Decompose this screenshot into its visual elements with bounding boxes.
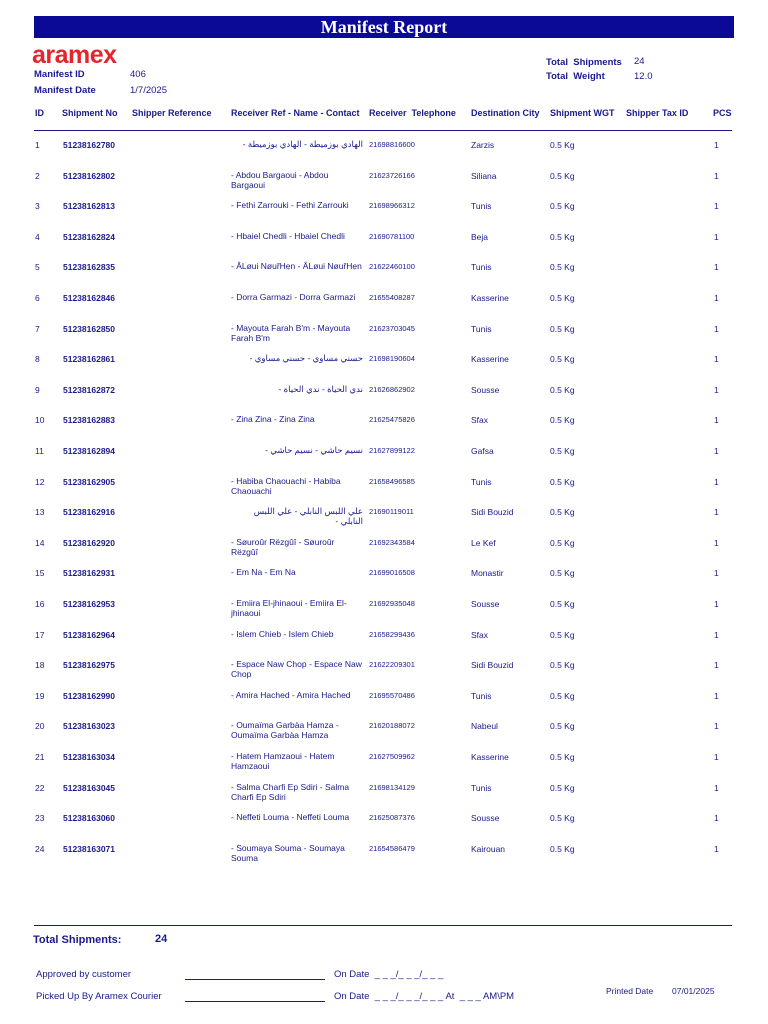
total-weight-label: Total Weight [546,71,605,82]
row-id: 24 [35,844,45,854]
row-weight: 0.5 Kg [550,324,575,334]
row-city: Kasserine [471,354,509,364]
row-id: 23 [35,813,45,823]
pickup-label: Picked Up By Aramex Courier [36,991,162,1002]
row-telephone: 21698190604 [369,354,415,363]
row-id: 17 [35,630,45,640]
row-receiver: - Neffeti Louma - Neffeti Louma [231,812,350,822]
row-receiver: حسني مساوي - حسني مساوي - [249,353,363,363]
col-header-telephone: Receiver Telephone [369,108,456,118]
row-pcs: 1 [714,262,719,272]
row-city: Tunis [471,324,492,334]
col-header-pcs: PCS [713,108,732,118]
row-shipment-no: 51238163060 [63,813,116,823]
row-telephone: 21692343584 [369,538,415,547]
row-weight: 0.5 Kg [550,446,575,456]
row-city: Tunis [471,783,492,793]
row-id: 11 [35,446,44,456]
row-shipment-no: 51238162824 [63,232,116,242]
row-pcs: 1 [714,293,719,303]
row-telephone: 21699016508 [369,568,415,577]
total-shipments-label: Total Shipments [546,57,622,68]
row-city: Tunis [471,691,492,701]
row-pcs: 1 [714,324,719,334]
row-city: Tunis [471,477,492,487]
row-weight: 0.5 Kg [550,568,575,578]
row-telephone: 21654586479 [369,844,415,853]
row-telephone: 21625087376 [369,813,415,822]
row-pcs: 1 [714,721,719,731]
row-id: 8 [35,354,40,364]
row-telephone: 21620188072 [369,721,415,730]
row-receiver: - Zina Zina - Zina Zina [231,414,315,424]
row-city: Kairouan [471,844,506,854]
row-telephone: 21698134129 [369,783,415,792]
row-weight: 0.5 Kg [550,385,575,395]
row-weight: 0.5 Kg [550,691,575,701]
row-telephone: 21626862902 [369,385,415,394]
row-receiver: - Fethi Zarrouki - Fethi Zarrouki [231,200,349,210]
row-telephone: 21658496585 [369,477,415,486]
row-weight: 0.5 Kg [550,844,575,854]
row-pcs: 1 [714,813,719,823]
col-header-city: Destination City [471,108,540,118]
row-weight: 0.5 Kg [550,415,575,425]
row-shipment-no: 51238162802 [63,171,116,181]
row-shipment-no: 51238162872 [63,385,116,395]
row-weight: 0.5 Kg [550,262,575,272]
row-weight: 0.5 Kg [550,507,575,517]
row-weight: 0.5 Kg [550,813,575,823]
row-telephone: 21690781100 [369,232,415,241]
row-weight: 0.5 Kg [550,783,575,793]
row-receiver: - Espace Naw Chop - Espace Naw Chop [231,659,362,679]
row-receiver: - Mayouta Farah B'm - Mayouta Farah B'm [231,323,351,343]
row-receiver: نسيم حاشي - نسيم حاشي - [265,445,363,455]
printed-date-value: 07/01/2025 [672,986,715,996]
row-shipment-no: 51238162894 [63,446,116,456]
row-telephone: 21698966312 [369,201,415,210]
row-id: 13 [35,507,45,517]
row-id: 22 [35,783,45,793]
row-city: Kasserine [471,293,509,303]
row-pcs: 1 [714,201,719,211]
row-receiver: - Hbaiel Chedli - Hbaiel Chedli [231,231,345,241]
row-city: Sousse [471,599,500,609]
row-weight: 0.5 Kg [550,599,575,609]
row-telephone: 21622209301 [369,660,415,669]
row-receiver: - Habiba Chaouachi - Habiba Chaouachi [231,476,341,496]
row-receiver: ندي الحياة - ندي الحياة - [278,384,363,394]
row-shipment-no: 51238163045 [63,783,116,793]
row-pcs: 1 [714,477,719,487]
printed-date-label: Printed Date [606,986,654,996]
row-weight: 0.5 Kg [550,201,575,211]
row-shipment-no: 51238162953 [63,599,116,609]
row-id: 2 [35,171,40,181]
footer-total-label: Total Shipments: [33,934,122,946]
row-pcs: 1 [714,783,719,793]
row-weight: 0.5 Kg [550,477,575,487]
report-title: Manifest Report [34,16,734,38]
row-city: Siliana [471,171,497,181]
row-pcs: 1 [714,568,719,578]
pickup-signature-line [185,1001,325,1002]
row-city: Sfax [471,415,489,425]
row-id: 21 [35,752,45,762]
row-receiver: - Islem Chieb - Islem Chieb [231,629,334,639]
row-receiver: الهادي بوزميطة - الهادي بوزميطة - [242,139,363,149]
row-city: Beja [471,232,489,242]
row-shipment-no: 51238162861 [63,354,116,364]
row-pcs: 1 [714,232,719,242]
row-telephone: 21623726166 [369,171,415,180]
row-id: 18 [35,660,45,670]
row-shipment-no: 51238162905 [63,477,116,487]
row-receiver: - Dorra Garmazi - Dorra Garmazi [231,292,356,302]
row-shipment-no: 51238162813 [63,201,116,211]
row-id: 20 [35,721,45,731]
row-telephone: 21627899122 [369,446,415,455]
row-weight: 0.5 Kg [550,630,575,640]
row-weight: 0.5 Kg [550,660,575,670]
row-shipment-no: 51238162846 [63,293,116,303]
row-shipment-no: 51238162975 [63,660,116,670]
row-receiver: - Hatem Hamzaoui - Hatem Hamzaoui [231,751,335,771]
col-header-shipper-ref: Shipper Reference [132,108,212,118]
row-telephone: 21622460100 [369,262,415,271]
pickup-on-date: On Date _ _ _/_ _ _/_ _ _ At _ _ _ AM\PM [334,991,515,1002]
row-id: 14 [35,538,45,548]
row-id: 5 [35,262,40,272]
total-shipments-value: 24 [634,56,645,67]
row-receiver: - Oumaïma Garbàa Hamza - Oumaïma Garbàa Hamza [231,720,339,740]
row-city: Nabeul [471,721,498,731]
row-shipment-no: 51238163071 [63,844,116,854]
row-telephone: 21698816600 [369,140,415,149]
row-shipment-no: 51238162850 [63,324,116,334]
col-header-id: ID [35,108,44,118]
row-id: 10 [35,415,45,425]
approved-on-date: On Date _ _ _/_ _ _/_ _ _ [334,969,444,980]
manifest-id-value: 406 [130,69,146,80]
row-pcs: 1 [714,538,719,548]
row-receiver: - Salma Charfi Ep Sdiri - Salma Charfi Ep Sdiri [231,782,350,802]
col-header-tax-id: Shipper Tax ID [626,108,689,118]
row-city: Sousse [471,813,500,823]
row-pcs: 1 [714,415,719,425]
row-city: Sousse [471,385,500,395]
row-pcs: 1 [714,844,719,854]
row-id: 1 [35,140,40,150]
approved-signature-line [185,979,325,980]
row-pcs: 1 [714,599,719,609]
row-shipment-no: 51238162920 [63,538,116,548]
row-shipment-no: 51238162931 [63,568,116,578]
col-header-receiver: Receiver Ref - Name - Contact [231,108,360,118]
footer-divider [34,925,732,926]
row-shipment-no: 51238163023 [63,721,116,731]
row-pcs: 1 [714,140,719,150]
row-receiver: علي اللبس النابلي - علي اللبس النابلي - [253,506,363,526]
row-receiver: - Abdou Bargaoui - Abdou Bargaoui [231,170,329,190]
row-receiver: - Amira Hached - Amira Hached [231,690,351,700]
approved-label: Approved by customer [36,969,132,980]
row-city: Sidi Bouzid [471,660,514,670]
row-pcs: 1 [714,171,719,181]
row-receiver: - ÂLøui NøuřHẹn - ÂLøui NøuřHẹn [231,261,362,271]
row-pcs: 1 [714,752,719,762]
row-weight: 0.5 Kg [550,354,575,364]
row-pcs: 1 [714,630,719,640]
row-pcs: 1 [714,354,719,364]
row-receiver: - Em Na - Em Na [231,567,296,577]
row-receiver: - Søuroûr Rëzgûî - Søuroûr Rëzgûî [231,537,335,557]
row-city: Le Kef [471,538,496,548]
footer-total-value: 24 [155,933,168,945]
row-weight: 0.5 Kg [550,721,575,731]
total-weight-value: 12.0 [634,71,653,82]
row-weight: 0.5 Kg [550,140,575,150]
manifest-date-label: Manifest Date [34,85,96,96]
row-id: 15 [35,568,45,578]
row-shipment-no: 51238162883 [63,415,116,425]
manifest-id-label: Manifest ID [34,69,85,80]
row-pcs: 1 [714,507,719,517]
row-telephone: 21627509962 [369,752,415,761]
row-id: 19 [35,691,45,701]
row-id: 3 [35,201,40,211]
row-city: Tunis [471,201,492,211]
row-city: Monastir [471,568,504,578]
row-shipment-no: 51238162916 [63,507,116,517]
row-city: Kasserine [471,752,509,762]
row-shipment-no: 51238162835 [63,262,116,272]
row-pcs: 1 [714,446,719,456]
manifest-date-value: 1/7/2025 [130,85,167,96]
row-id: 7 [35,324,40,334]
row-shipment-no: 51238162990 [63,691,116,701]
row-id: 4 [35,232,40,242]
row-id: 12 [35,477,45,487]
row-receiver: - Soumaya Souma - Soumaya Souma [231,843,345,863]
row-telephone: 21658299436 [369,630,415,639]
row-city: Sidi Bouzid [471,507,514,517]
row-shipment-no: 51238162780 [63,140,116,150]
aramex-logo: aramex [32,41,117,69]
row-weight: 0.5 Kg [550,752,575,762]
row-weight: 0.5 Kg [550,171,575,181]
row-shipment-no: 51238163034 [63,752,116,762]
row-telephone: 21695570486 [369,691,415,700]
row-weight: 0.5 Kg [550,293,575,303]
row-weight: 0.5 Kg [550,538,575,548]
row-telephone: 21623703045 [369,324,415,333]
row-city: Sfax [471,630,489,640]
row-telephone: 21625475826 [369,415,415,424]
row-receiver: - Emiira El-jhinaoui - Emiira El-jhinaoui [231,598,347,618]
col-header-weight: Shipment WGT [550,108,615,118]
col-header-shipment-no: Shipment No [62,108,118,118]
row-pcs: 1 [714,691,719,701]
row-city: Tunis [471,262,492,272]
row-telephone: 21655408287 [369,293,415,302]
row-id: 6 [35,293,40,303]
row-id: 16 [35,599,45,609]
row-city: Gafsa [471,446,494,456]
row-pcs: 1 [714,660,719,670]
row-shipment-no: 51238162964 [63,630,116,640]
row-weight: 0.5 Kg [550,232,575,242]
row-id: 9 [35,385,40,395]
row-city: Zarzis [471,140,495,150]
row-pcs: 1 [714,385,719,395]
row-telephone: 21690119011 [369,507,414,516]
row-telephone: 21692935048 [369,599,415,608]
